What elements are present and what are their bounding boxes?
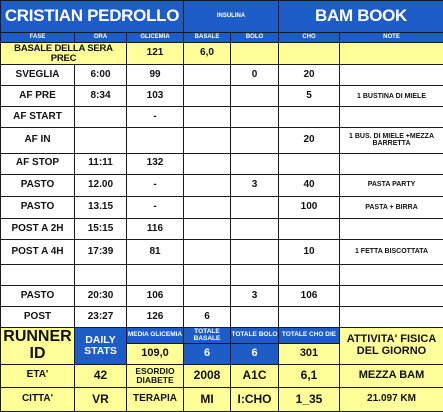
table-row [1,265,443,286]
ora-cell[interactable]: 20:30 [75,286,127,307]
basale-sera-label: BASALE DELLA SERA PREC [1,43,127,65]
totale-cho-value: 301 [279,343,340,364]
ora-cell[interactable]: 12.00 [75,174,127,196]
fase-cell: AF STOP [1,153,75,174]
glicemia-cell[interactable]: - [127,174,184,196]
basale-cell[interactable] [184,86,231,107]
fase-cell: AF PRE [1,86,75,107]
table-row [1,286,443,307]
totale-basale-label: TOTALE BASALE [184,328,231,344]
ora-cell[interactable] [75,128,127,153]
note-cell[interactable] [340,218,443,239]
column-header-row [1,32,443,43]
terapia-label: TERAPIA [127,387,184,411]
basale-cell[interactable] [184,128,231,153]
info-row-eta [1,364,443,387]
km-value[interactable]: 21.097 KM [340,387,443,411]
eta-label: ETA' [1,364,75,387]
fase-cell: PASTO [1,196,75,218]
ora-cell[interactable]: 15:15 [75,218,127,239]
bolo-cell[interactable] [231,107,279,128]
insulina-header: INSULINA [184,1,279,33]
athlete-name: CRISTIAN PEDROLLO [1,1,184,33]
basale-cell[interactable] [184,174,231,196]
bolo-cell[interactable] [231,86,279,107]
note-cell[interactable] [340,265,443,286]
glicemia-cell[interactable]: - [127,196,184,218]
totale-cho-label: TOTALE CHO DIE [279,328,340,344]
table-row [1,174,443,196]
note-cell[interactable]: 1 FETTA BISCOTTATA [340,239,443,264]
totale-basale-value: 6 [184,343,231,364]
ora-cell[interactable]: 23:27 [75,307,127,328]
icho-label: I:CHO [231,387,279,411]
glicemia-cell[interactable] [127,265,184,286]
basale-cell[interactable] [184,265,231,286]
note-cell[interactable]: PASTA + BIRRA [340,196,443,218]
ora-cell[interactable] [75,265,127,286]
a1c-label: A1C [231,364,279,387]
ora-cell[interactable]: 8:34 [75,86,127,107]
table-row [1,65,443,86]
bolo-cell[interactable] [231,265,279,286]
esordio-value[interactable]: 2008 [184,364,231,387]
basale-cell[interactable] [184,107,231,128]
cho-cell[interactable] [279,218,340,239]
note-cell[interactable] [340,65,443,86]
citta-value[interactable]: VR [75,387,127,411]
bolo-cell[interactable] [231,307,279,328]
cho-cell[interactable]: 40 [279,174,340,196]
daily-stats-label: DAILY STATS [75,328,127,364]
note-cell[interactable]: 1 BUSTINA DI MIELE [340,86,443,107]
col-fase: FASE [1,32,75,43]
ora-cell[interactable]: 6:00 [75,65,127,86]
media-glicemia-label: MEDIA GLICEMIA [127,328,184,344]
fase-cell: POST [1,307,75,328]
col-basale: BASALE [184,32,231,43]
icho-value[interactable]: 1_35 [279,387,340,411]
bolo-cell[interactable] [231,239,279,264]
basale-cell[interactable]: 6 [184,307,231,328]
glicemia-cell[interactable] [127,128,184,153]
table-row [1,107,443,128]
glicemia-cell[interactable]: 126 [127,307,184,328]
fase-cell: PASTO [1,286,75,307]
book-title: BAM BOOK [279,1,443,33]
table-row [1,128,443,153]
glicemia-cell[interactable]: 103 [127,86,184,107]
basale-sera-cho[interactable] [279,43,340,65]
bolo-cell[interactable]: 0 [231,65,279,86]
glicemia-cell[interactable]: 106 [127,286,184,307]
col-ora: ORA [75,32,127,43]
table-row [1,307,443,328]
totale-bolo-value: 6 [231,343,279,364]
basale-cell[interactable] [184,239,231,264]
totale-bolo-label: TOTALE BOLO [231,328,279,344]
fase-cell: PASTO [1,174,75,196]
cho-cell[interactable]: 10 [279,239,340,264]
fase-cell: AF START [1,107,75,128]
media-glicemia-value: 109,0 [127,343,184,364]
note-cell[interactable] [340,153,443,174]
citta-label: CITTA' [1,387,75,411]
cho-cell[interactable]: 5 [279,86,340,107]
basale-sera-glicemia[interactable]: 121 [127,43,184,65]
runner-id-label: RUNNER ID [1,328,75,364]
ora-cell[interactable] [75,107,127,128]
fase-cell: AF IN [1,128,75,153]
cho-cell[interactable]: 20 [279,128,340,153]
col-glicemia: GLICEMIA [127,32,184,43]
note-cell[interactable] [340,307,443,328]
bolo-cell[interactable] [231,196,279,218]
basale-cell[interactable] [184,218,231,239]
ora-cell[interactable]: 17:39 [75,239,127,264]
cho-cell[interactable] [279,153,340,174]
note-cell[interactable] [340,107,443,128]
glicemia-cell[interactable]: 132 [127,153,184,174]
table-row [1,196,443,218]
cho-cell[interactable]: 20 [279,65,340,86]
info-row-citta [1,387,443,411]
note-cell[interactable]: 1 BUS. DI MIELE +MEZZA BARRETTA [340,128,443,153]
bolo-cell[interactable] [231,153,279,174]
basale-sera-basale[interactable]: 6,0 [184,43,231,65]
cho-cell[interactable]: 100 [279,196,340,218]
a1c-value[interactable]: 6,1 [279,364,340,387]
basale-sera-bolo[interactable] [231,43,279,65]
cho-cell[interactable] [279,265,340,286]
glicemia-cell[interactable]: 81 [127,239,184,264]
ora-cell[interactable]: 11:11 [75,153,127,174]
attivita-value[interactable]: MEZZA BAM [340,364,443,387]
col-note: NOTE [340,32,443,43]
table-row [1,218,443,239]
fase-cell: SVEGLIA [1,65,75,86]
note-cell[interactable]: PASTA PARTY [340,174,443,196]
table-row [1,153,443,174]
bolo-cell[interactable] [231,218,279,239]
glicemia-cell[interactable]: 116 [127,218,184,239]
col-cho: CHO [279,32,340,43]
glicemia-cell[interactable]: 99 [127,65,184,86]
cho-cell[interactable] [279,307,340,328]
basale-cell[interactable] [184,153,231,174]
bolo-cell[interactable]: 3 [231,174,279,196]
table-row [1,86,443,107]
basale-cell[interactable] [184,65,231,86]
cho-cell[interactable] [279,107,340,128]
basale-cell[interactable] [184,196,231,218]
esordio-label: ESORDIO DIABETE [127,364,184,387]
fase-cell [1,265,75,286]
basale-sera-note[interactable] [340,43,443,65]
basale-cell[interactable] [184,286,231,307]
note-cell[interactable] [340,286,443,307]
basale-sera-row [1,43,443,65]
fase-cell: POST A 2H [1,218,75,239]
table-row [1,239,443,264]
attivita-fisica-label: ATTIVITA' FISICA DEL GIORNO [340,328,443,364]
glicemia-cell[interactable]: - [127,107,184,128]
summary-label-row [1,328,443,344]
col-bolo: BOLO [231,32,279,43]
ora-cell[interactable]: 13.15 [75,196,127,218]
cho-cell[interactable]: 106 [279,286,340,307]
terapia-value[interactable]: MI [184,387,231,411]
fase-cell: POST A 4H [1,239,75,264]
bolo-cell[interactable] [231,128,279,153]
eta-value[interactable]: 42 [75,364,127,387]
bolo-cell[interactable]: 3 [231,286,279,307]
